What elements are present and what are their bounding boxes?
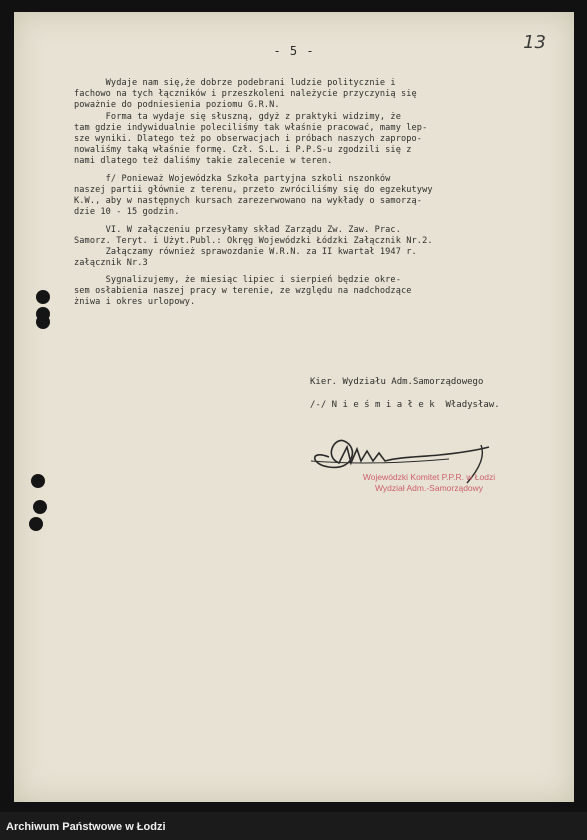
archive-name: Archiwum Państwowe w Łodzi <box>6 821 166 833</box>
paragraph-2: Forma ta wydaje się słuszną, gdyż z praktyki widzimy, że tam gdzie indywidualnie poleciliśmy tak właśnie pracować, mamy lep- sze wyniki. Dlatego też po obserwacjach i próbach naszych zapropo- nowaliśmy taką właśnie formę. Czł. S.L. i P.P.S-u zgodzili się z nami dlatego też daliśmy takie zalecenie w teren. <box>74 112 428 166</box>
stamp-line-1: Wojewódzki Komitet P.P.R. w Łodzi <box>362 472 496 482</box>
institution-stamp <box>344 472 514 494</box>
paragraph-1: Wydaje nam się,że dobrze podebrani ludzie politycznie i fachowo na tych łączników i przeszkoleni należycie przyczynią się poważnie do podniesienia poziomu G.R.N. <box>74 78 417 110</box>
signature-title: Kier. Wydziału Adm.Samorządowego <box>310 377 484 387</box>
paragraph-5: Sygnalizujemy, że miesiąc lipiec i sierpień będzie okre- sem osłabienia naszej pracy w terenie, ze względu na nadchodzące żniwa i okres urlopowy. <box>74 275 412 307</box>
punch-hole <box>36 315 50 329</box>
paragraph-4: VI. W załączeniu przesyłamy skład Zarządu Zw. Zaw. Prac. Samorz. Teryt. i Użyt.Publ.: Okręg Wojewódzki Łódzki Załącznik Nr.2. Załączamy również sprawozdanie W.R.N. za II kwartał 1947 r. załącznik Nr.3 <box>74 225 433 268</box>
punch-hole <box>31 474 45 488</box>
stamp-line-2: Wydział Adm.-Samorządowy <box>374 483 484 493</box>
handwritten-folio-number: 13 <box>523 32 546 53</box>
signature-name: /-/ N i e ś m i a ł e k Władysław. <box>310 400 500 410</box>
punch-hole <box>29 517 43 531</box>
page-number: - 5 - <box>273 44 315 58</box>
paragraph-3: f/ Ponieważ Wojewódzka Szkoła partyjna szkoli nszonków naszej partii głównie z terenu, przeto zwróciliśmy się do egzekutywy K.W., aby w następnych kursach zarezerwowano na wykłady o samorzą- dzie 10 - 15 godzin. <box>74 174 433 217</box>
punch-hole <box>33 500 47 514</box>
document-page <box>14 12 574 802</box>
punch-hole <box>36 290 50 304</box>
archive-footer <box>0 812 587 840</box>
